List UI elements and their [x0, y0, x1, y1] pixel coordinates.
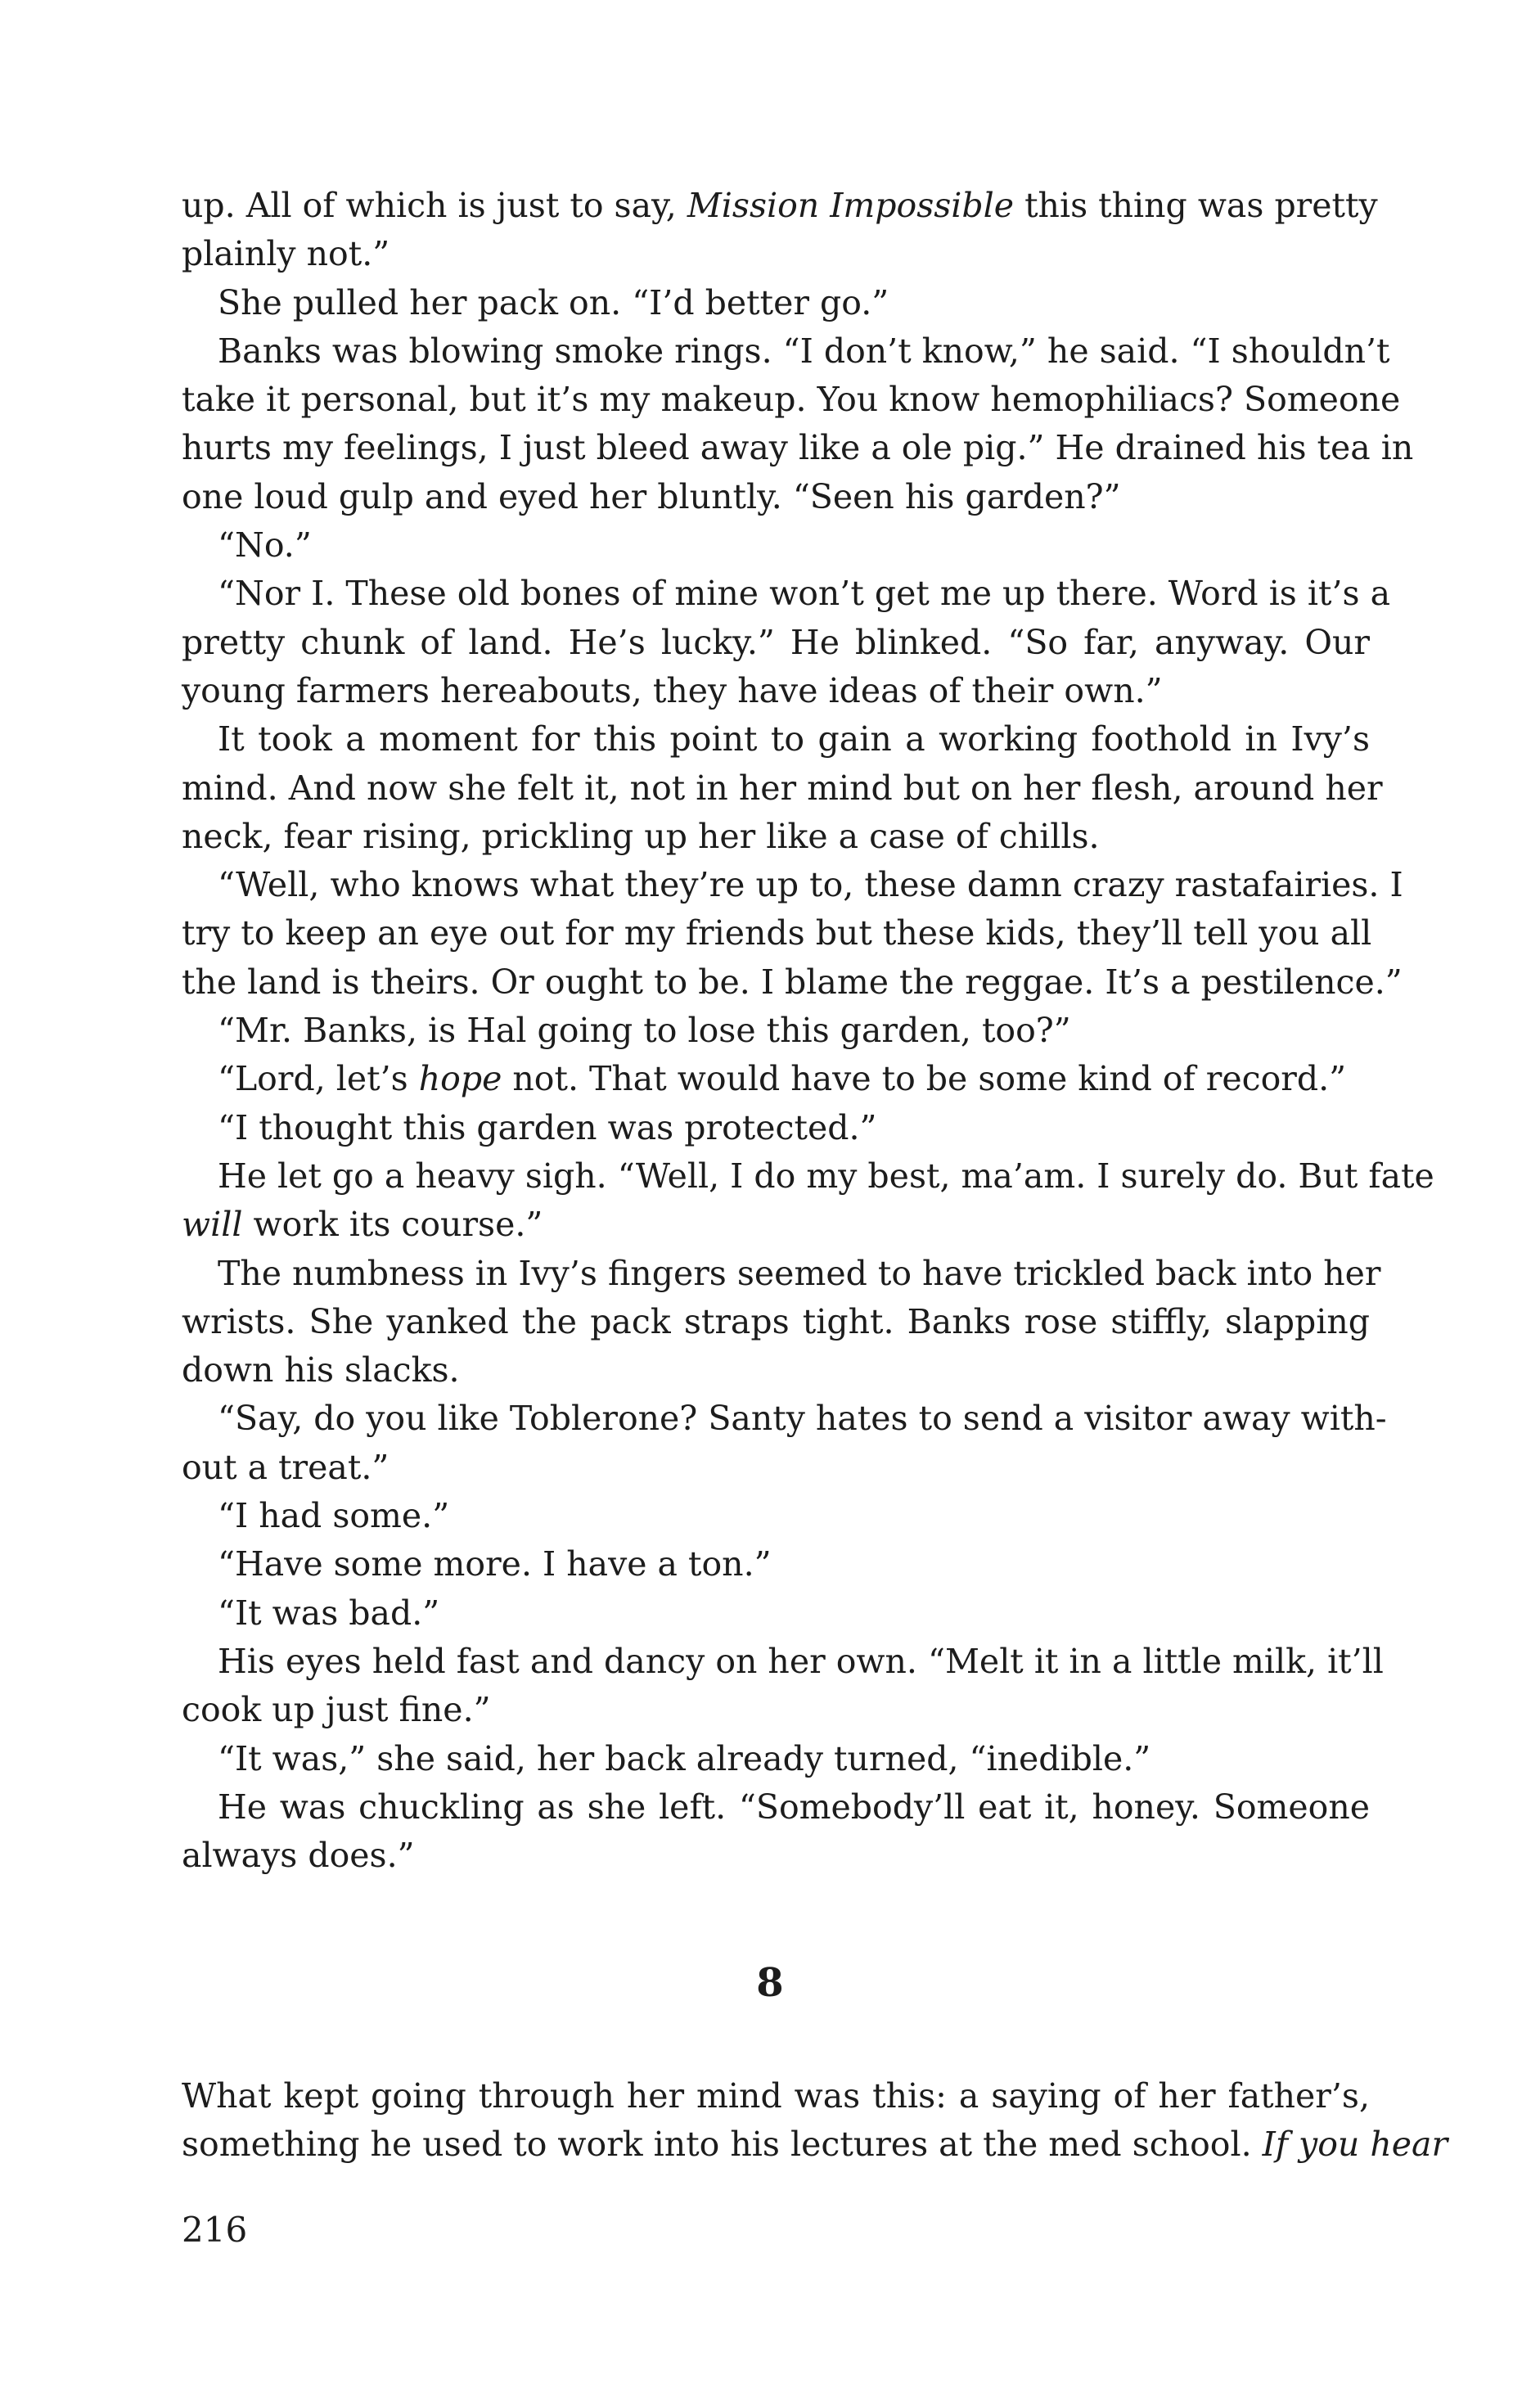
- paragraph: [182, 570, 1391, 715]
- paragraph: [182, 1540, 1370, 1589]
- text-line: [182, 2072, 1370, 2120]
- chapter-number: 8: [756, 1960, 784, 2006]
- text-line: [182, 570, 1391, 618]
- text-line: [182, 424, 1414, 472]
- text-run: “I thought this garden was protected.”: [218, 1107, 877, 1147]
- paragraph: [182, 1152, 1434, 1250]
- text-run: cook up just fine.”: [182, 1690, 491, 1730]
- text-run: work its course.”: [242, 1205, 543, 1245]
- text-line: [182, 861, 1403, 909]
- text-run: She pulled her pack on. “I’d better go.”: [218, 282, 889, 322]
- text-run: one loud gulp and eyed her bluntly. “Seen his garden?”: [182, 476, 1121, 516]
- text-line: [182, 1589, 1370, 1638]
- paragraph: [182, 279, 1370, 327]
- text-line: [182, 1492, 1370, 1540]
- paragraph: [182, 1007, 1370, 1055]
- text-line: [182, 1783, 1370, 1832]
- text-run: The numbness in Ivy’s fingers seemed to have trickled back into her: [218, 1253, 1381, 1293]
- text-run: “I had some.”: [218, 1496, 450, 1536]
- text-line: [182, 521, 1370, 570]
- text-line: [182, 619, 1370, 667]
- text-run: “No.”: [218, 525, 312, 566]
- text-run: wrists. She yanked the pack straps tight. Banks rose stiffly, slapping: [182, 1301, 1370, 1341]
- text-line: [182, 1250, 1381, 1298]
- text-run: this thing was pretty: [1014, 186, 1378, 225]
- text-line: [182, 909, 1370, 958]
- text-line: [182, 327, 1390, 376]
- text-line: [182, 1201, 1370, 1249]
- text-run: Banks was blowing smoke rings. “I don’t know,” he said. “I shouldn’t: [218, 331, 1390, 371]
- text-run: young farmers hereabouts, they have ideas of their own.”: [182, 670, 1163, 710]
- paragraph: [182, 1638, 1384, 1735]
- text-run: His eyes held fast and dancy on her own. “Melt it in a little milk, it’ll: [218, 1641, 1384, 1681]
- text-run: “Have some more. I have a ton.”: [218, 1544, 772, 1584]
- text-run: something he used to work into his lectures at the med school.: [182, 2125, 1263, 2165]
- paragraph: [182, 1055, 1370, 1103]
- text-run: “Well, who knows what they’re up to, these damn crazy rastafairies. I: [218, 865, 1403, 905]
- paragraph: [182, 861, 1403, 1007]
- text-run: the land is theirs. Or ought to be. I blame the reggae. It’s a pestilence.”: [182, 962, 1403, 1002]
- text-run: “Say, do you like Toblerone? Santy hates to send a visitor away with-: [218, 1399, 1387, 1439]
- italic-text: If you hear: [1262, 2125, 1448, 2165]
- paragraph: [182, 1783, 1370, 1881]
- text-run: mind. And now she felt it, not in her mind but on her flesh, around her: [182, 768, 1383, 808]
- italic-text: will: [182, 1205, 243, 1245]
- text-line: [182, 958, 1403, 1007]
- text-run: down his slacks.: [182, 1350, 460, 1390]
- text-line: [182, 1055, 1370, 1103]
- text-run: pretty chunk of land. He’s lucky.” He blinked. “So far, anyway. Our: [182, 622, 1370, 662]
- text-line: [182, 1832, 1370, 1880]
- text-run: It took a moment for this point to gain a working foothold in Ivy’s: [218, 719, 1370, 759]
- italic-text: Mission Impossible: [687, 186, 1015, 225]
- text-run: hurts my feelings, I just bleed away like a ole pig.” He drained his tea in: [182, 428, 1414, 468]
- paragraph: [182, 182, 1378, 279]
- paragraph: [182, 1735, 1370, 1783]
- paragraph: [182, 2072, 1448, 2170]
- text-line: [182, 230, 1370, 278]
- text-line: [182, 715, 1370, 764]
- text-line: [182, 1444, 1370, 1492]
- text-run: neck, fear rising, prickling up her like a case of chills.: [182, 816, 1100, 856]
- text-line: [182, 2120, 1448, 2169]
- text-line: [182, 182, 1378, 230]
- text-run: out a treat.”: [182, 1447, 390, 1487]
- text-line: [182, 1298, 1370, 1346]
- text-line: [182, 473, 1370, 521]
- body-text: [182, 182, 1434, 1880]
- text-run: “It was bad.”: [218, 1593, 440, 1633]
- text-run: always does.”: [182, 1836, 415, 1876]
- text-line: [182, 1686, 1370, 1734]
- text-line: [182, 1152, 1434, 1201]
- text-line: [182, 1638, 1384, 1686]
- text-line: [182, 1735, 1370, 1783]
- text-line: [182, 1540, 1370, 1589]
- paragraph: [182, 521, 1370, 570]
- text-line: [182, 1104, 1370, 1152]
- paragraph: [182, 1250, 1381, 1395]
- text-line: [182, 1346, 1370, 1395]
- text-run: not. That would have to be some kind of record.”: [502, 1059, 1347, 1099]
- text-run: up. All of which is just to say,: [182, 186, 687, 225]
- text-run: “Nor I. These old bones of mine won’t get me up there. Word is it’s a: [218, 574, 1391, 614]
- paragraph: [182, 327, 1414, 521]
- chapter-opening-paragraph: [182, 2072, 1448, 2170]
- text-line: [182, 667, 1370, 715]
- italic-text: hope: [418, 1059, 502, 1099]
- text-run: What kept going through her mind was this: a saying of her father’s,: [182, 2076, 1370, 2116]
- text-run: try to keep an eye out for my friends but these kids, they’ll tell you all: [182, 913, 1372, 953]
- paragraph: [182, 1492, 1370, 1540]
- text-run: “Mr. Banks, is Hal going to lose this garden, too?”: [218, 1011, 1071, 1051]
- text-line: [182, 1395, 1387, 1443]
- text-line: [182, 1007, 1370, 1055]
- text-run: take it personal, but it’s my makeup. You know hemophiliacs? Someone: [182, 380, 1401, 420]
- text-run: He let go a heavy sigh. “Well, I do my best, ma’am. I surely do. But fate: [218, 1156, 1434, 1196]
- text-line: [182, 764, 1383, 813]
- text-line: [182, 376, 1401, 424]
- paragraph: [182, 1589, 1370, 1638]
- page-number: 216: [182, 2210, 248, 2250]
- text-run: “Lord, let’s: [218, 1059, 419, 1099]
- text-run: He was chuckling as she left. “Somebody’ll eat it, honey. Someone: [218, 1787, 1370, 1827]
- text-line: [182, 279, 1370, 327]
- paragraph: [182, 715, 1383, 861]
- text-line: [182, 813, 1370, 861]
- text-run: plainly not.”: [182, 234, 390, 274]
- text-run: “It was,” she said, her back already turned, “inedible.”: [218, 1738, 1151, 1778]
- paragraph: [182, 1395, 1387, 1492]
- paragraph: [182, 1104, 1370, 1152]
